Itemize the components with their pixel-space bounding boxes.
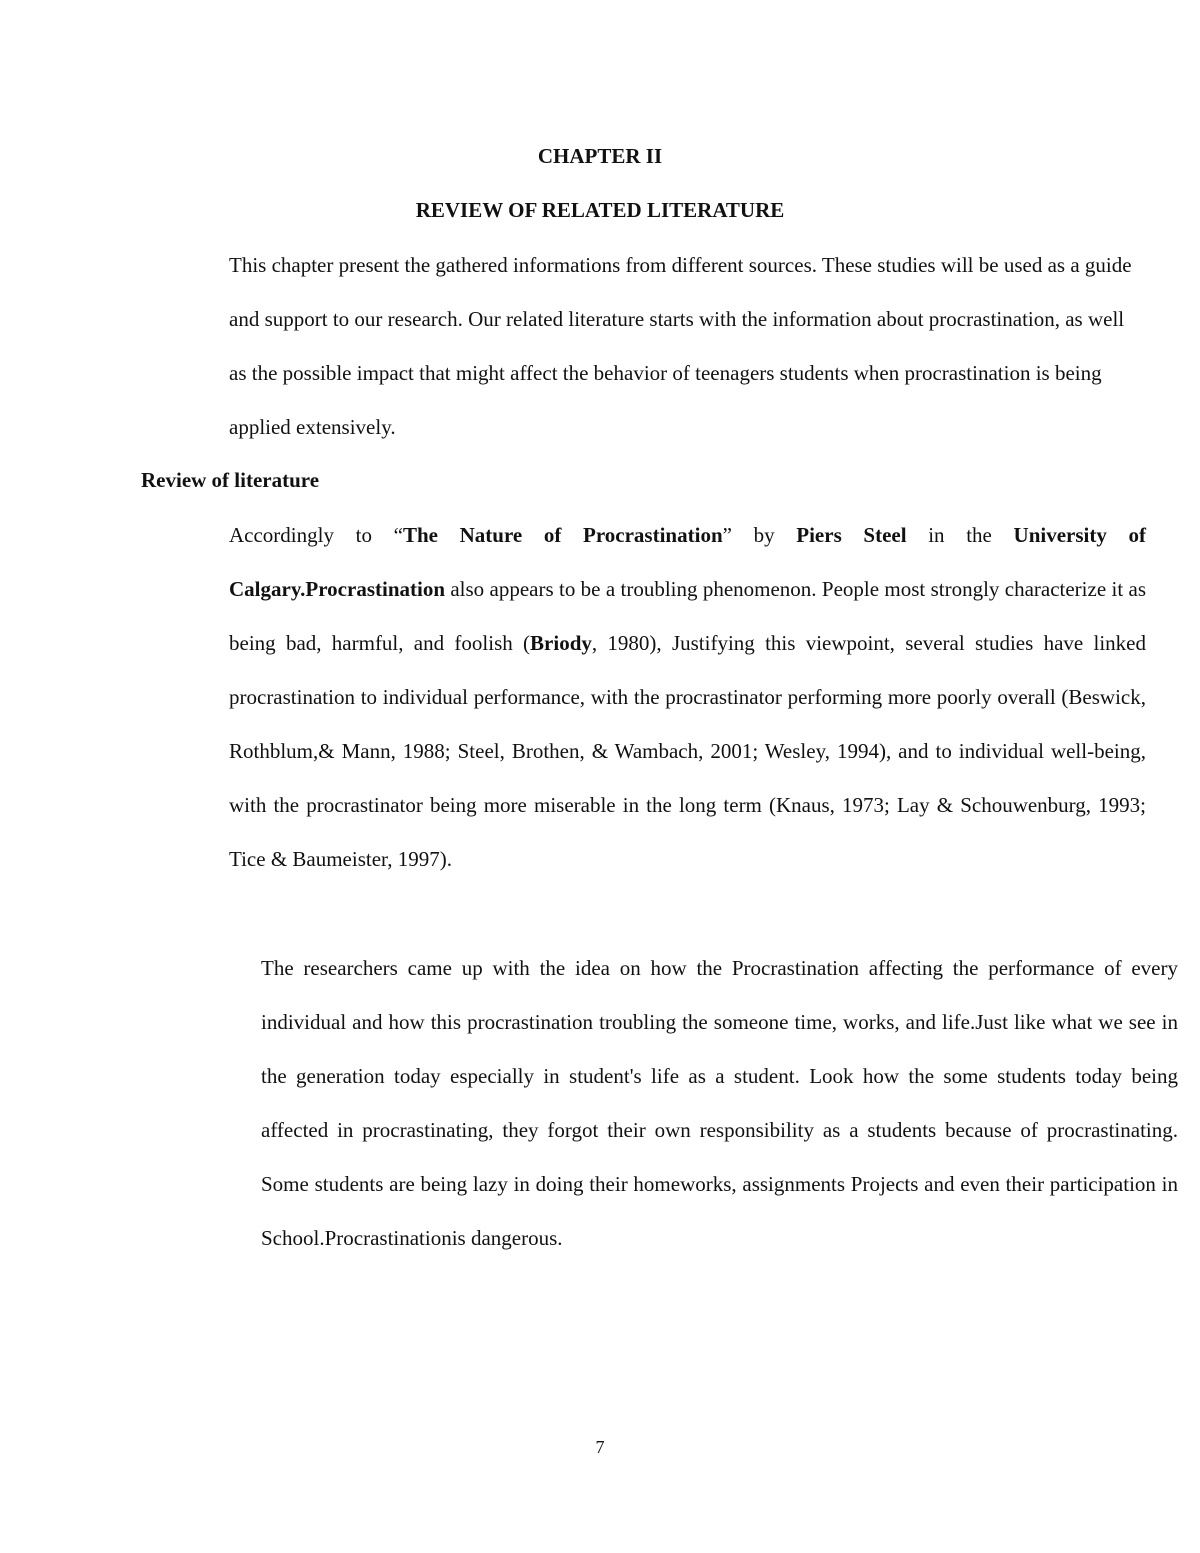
para1-text-4: also appears to be a troubling phenomenon. People most strongly characterize it as being bad, harmful, and foolish (	[229, 577, 1146, 655]
page-number: 7	[595, 1437, 605, 1457]
para1-text-5: , 1980), Justifying this viewpoint, several studies have linked procrastination to individual performance, with the procrastinator performing more poorly overall (Beswick, Rothblum,& Mann, 1988; Steel, Brothen, & Wambach, 2001; Wesley, 1994), and to individual well-being, with the procrastinator being more miserable in the long term (Knaus, 1973; Lay & Schouwenburg, 1993; Tice & Baumeister, 1997).	[229, 631, 1146, 871]
intro-paragraph: This chapter present the gathered informations from different sources. These studies will be used as a guide and support to our research. Our related literature starts with the information about procrastination, as well as the possible impact that might affect the behavior of teenagers students when procrastination is being applied extensively.	[229, 253, 1132, 439]
book-title: The Nature of Procrastination	[402, 523, 723, 547]
chapter-title: CHAPTER II	[537, 144, 663, 168]
section-title: REVIEW OF RELATED LITERATURE	[415, 198, 785, 222]
citation-author: Briody	[530, 631, 592, 655]
para1-text-2: ” by	[722, 523, 797, 547]
review-heading: Review of literature	[141, 468, 320, 492]
review-paragraph-1	[141, 508, 1146, 886]
university-name: University of Calgary.Procrastination	[229, 523, 1147, 601]
para1-text-1: Accordingly to “	[229, 523, 403, 547]
para1-text-3: in the	[906, 523, 1014, 547]
author-name: Piers Steel	[796, 523, 907, 547]
review-paragraph-2: The researchers came up with the idea on how the Procrastination affecting the performance of every individual and how this procrastination troubling the someone time, works, and life.Just like what we see in the generation today especially in student's life as a student. Look how the some students today being affected in procrastinating, they forgot their own responsibility as a students because of procrastinating. Some students are being lazy in doing their homeworks, assignments Projects and even their participation in School.Procrastinationis dangerous.	[261, 956, 1178, 1250]
